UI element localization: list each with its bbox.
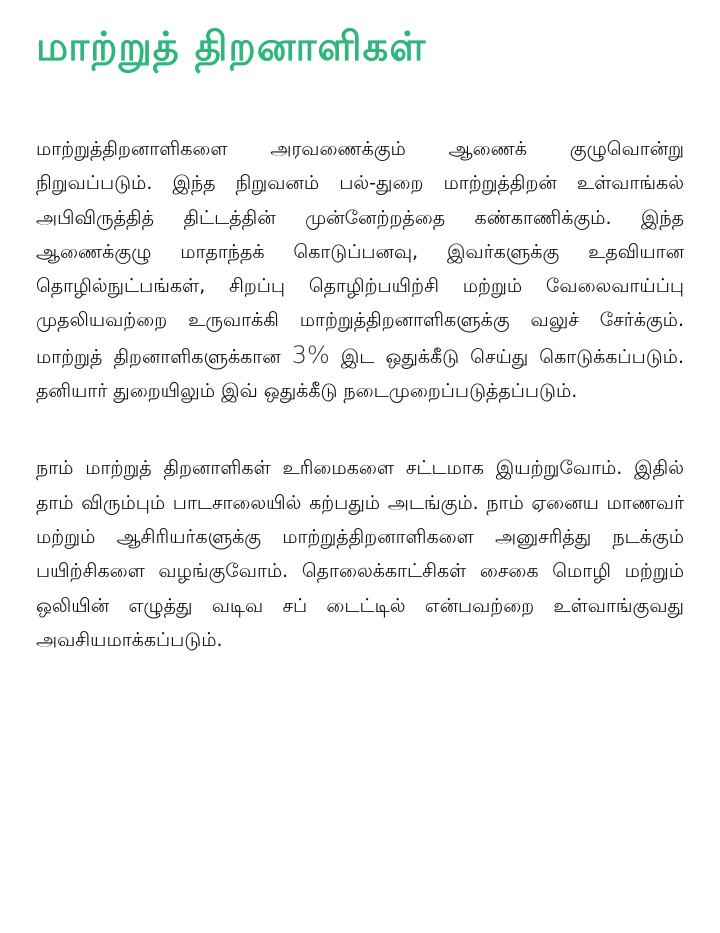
paragraph-1: [36, 132, 684, 408]
paragraph-1-text-end: இட ஒதுக்கீடு செய்து கொடுக்கப்படும். தனியார் துறையிலும் இவ் ஒதுக்கீடு நடைமுறைப்படுத்தப்படும்.: [36, 345, 684, 403]
reservation-percent: 3%: [291, 340, 330, 369]
page-title: மாற்றுத் திறனாளிகள்: [36, 24, 427, 70]
paragraph-2: நாம் மாற்றுத் திறனாளிகள் உரிமைகளை சட்டமாக இயற்றுவோம். இதில் தாம் விரும்பும் பாடசாலையில் கற்பதும் அடங்கும். நாம் ஏனைய மாணவர் மற்றும் ஆசிரியர்களுக்கு மாற்றுத்திறனாளிகளை அனுசரித்து நடக்கும் பயிற்சிகளை வழங்குவோம். தொலைக்காட்சிகள் சைகை மொழி மற்றும் ஒலியின் எழுத்து வடிவ சப் டைட்டில் என்பவற்றை உள்வாங்குவது அவசியமாக்கப்படும்.: [36, 457, 684, 651]
paragraph-1-text-start: மாற்றுத்திறனாளிகளை அரவணைக்கும் ஆணைக் குழுவொன்று நிறுவப்படும். இந்த நிறுவனம் பல்-துறை மாற்றுத்திறன் உள்வாங்கல் அபிவிருத்தித் திட்டத்தின் முன்னேற்றத்தை கண்காணிக்கும். இந்த ஆணைக்குழு மாதாந்தக் கொடுப்பனவு, இவர்களுக்கு உதவியான தொழில்நுட்பங்கள், சிறப்பு தொழிற்பயிற்சி மற்றும் வேலைவாய்ப்பு முதலியவற்றை உருவாக்கி மாற்றுத்திறனாளிகளுக்கு வலுச் சேர்க்கும். மாற்றுத் திறனாளிகளுக்கான: [36, 138, 684, 368]
